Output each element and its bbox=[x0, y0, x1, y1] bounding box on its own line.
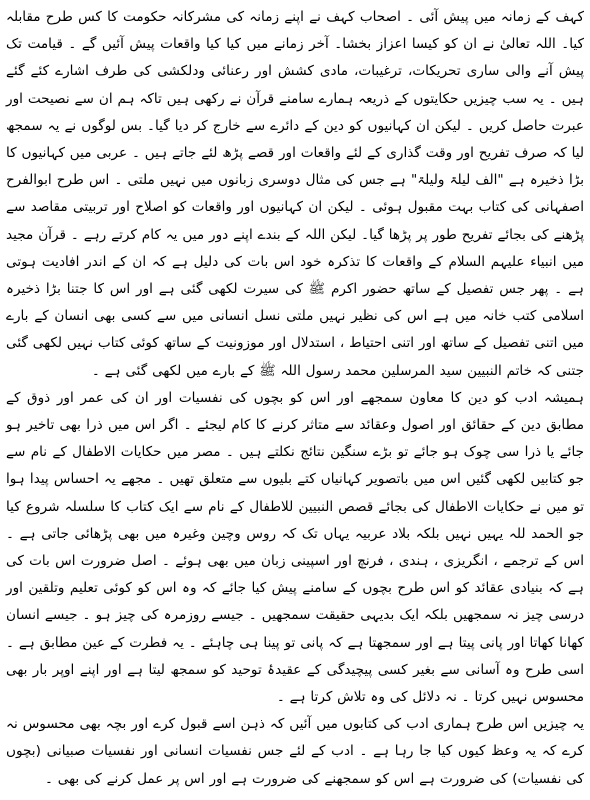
paragraph-2: ہمیشہ ادب کو دین کا معاون سمجھے اور اس کو بچوں کی نفسیات اور ان کی عمر اور ذوق کے مطابق دین کے حقائق اور اصول وعقائد سے متاثر کرنے کا کام لیجئے ۔ اگر اس میں ذرا بھی تاخیر ہو جائے یا ذرا سی چوک ہو جائے تو بڑے سنگین نتائج نکلتے ہیں ۔ مصر میں حکایات الاطفال کے نام سے جو کتابیں لکھی گئیں اس میں باتصویر کہانیاں کتے بلیوں سے متعلق تھیں ۔ مجھے یہ احساس پیدا ہوا تو میں نے حکایات الاطفال کی بجائے قصص النبیین للاطفال کے نام سے ایک کتاب کا سلسلہ شروع کیا جو الحمد للہ یہیں نہیں بلکہ بلاد عربیہ یہاں تک کہ روس وچین وغیرہ میں بھی پڑھائی جاتی ہے ۔ اس کے ترجمے ، انگریزی ، ہندی ، فرنچ اور اسپینی زبان میں بھی ہوئے ۔ اصل ضرورت اس بات کی ہے کہ بنیادی عقائد کو اس طرح بچوں کے سامنے پیش کیا جائے کہ وہ اس کو کوئی تعلیم وتلقین اور درسی چیز نہ سمجھیں بلکہ ایک بدیہی حقیقت سمجھیں ۔ جیسے روزمرہ کی چیز ہو ۔ جیسے انسان کھانا کھاتا اور پانی پیتا ہے اور سمجھتا ہے کہ پانی تو پینا ہی چاہئے ۔ یہ فطرت کے عین مطابق ہے ۔ اسی طرح وہ آسانی سے بغیر کسی پیچیدگی کے عقیدۂ توحید کو سمجھ لیتا ہے اور اپنے اوپر بار بھی محسوس نہیں کرتا ۔ نہ دلائل کی وہ تلاش کرتا ہے ۔ bbox=[6, 389, 584, 706]
paragraph-3: یہ چیزیں اس طرح ہماری ادب کی کتابوں میں آئیں کہ ذہن اسے قبول کرے اور بچہ بھی محسوس نہ کرے کہ یہ وعظ کیوں کیا جا رہا ہے ۔ ادب کے لئے جس نفسیات انسانی اور نفسیات صبیانی (بچوں کی نفسیات) کی ضرورت ہے اس کو سمجھنے کی ضرورت ہے اور اس پر عمل کرنے کی بھی ۔ bbox=[6, 716, 584, 787]
paragraph-1: کہف کے زمانہ میں پیش آئی ۔ اصحاب کہف نے اپنے زمانہ کی مشرکانہ حکومت کا کس طرح مقابلہ کیا۔ اللہ تعالیٰ نے ان کو کیسا اعزاز بخشا۔ آخر زمانے میں کیا کیا واقعات پیش آئیں گے ۔ قیامت تک پیش آنے والی ساری تحریکات، ترغیبات، مادی کشش اور رعنائی ودلکشی کی طرف اشارے کئے گئے ہیں ۔ یہ سب چیزیں حکایتوں کے ذریعہ ہمارے سامنے قرآن نے رکھی ہیں تاکہ ہم ان سے نصیحت اور عبرت حاصل کریں ۔ لیکن ان کہانیوں کو دین کے دائرے سے خارج کر دیا گیا۔ بس لوگوں نے یہ سمجھ لیا کہ صرف تفریح اور وقت گذاری کے لئے واقعات اور قصے پڑھ لئے جاتے ہیں ۔ عربی میں کہانیوں کا بڑا ذخیرہ ہے "الف لیلۃ ولیلۃ" ہے جس کی مثال دوسری زبانوں میں نہیں ملتی ۔ اس طرح ابوالفرح اصفہانی کی کتاب بہت مقبول ہوئی ۔ لیکن ان کہانیوں اور واقعات کو اصلاح اور تربیتی مقاصد سے پڑھنے کی بجائے تفریح طور پر پڑھا گیا۔ لیکن اللہ کے بندے اپنے دور میں یہ کام کرتے رہے ۔ قرآن مجید میں انبیاء علیہم السلام کے واقعات کا تذکرہ خود اس بات کی دلیل ہے کہ ان کے اندر افادیت ہوتی ہے ۔ پھر جس تفصیل کے ساتھ حضور اکرم ﷺ کی سیرت لکھی گئی ہے اور اس کا جتنا بڑا ذخیرہ اسلامی کتب خانہ میں ہے اس کی نظیر نہیں ملتی نسل انسانی میں سے کسی بھی انسان کے بارے میں اتنی تفصیل کے ساتھ اور اتنی احتیاط ، استدلال اور موزونیت کے ساتھ کوئی کتاب نہیں لکھی گئی جتنی کہ خاتم النبیین سید المرسلین محمد رسول اللہ ﷺ کے بارے میں لکھی گئی ہے ۔ bbox=[6, 9, 584, 379]
